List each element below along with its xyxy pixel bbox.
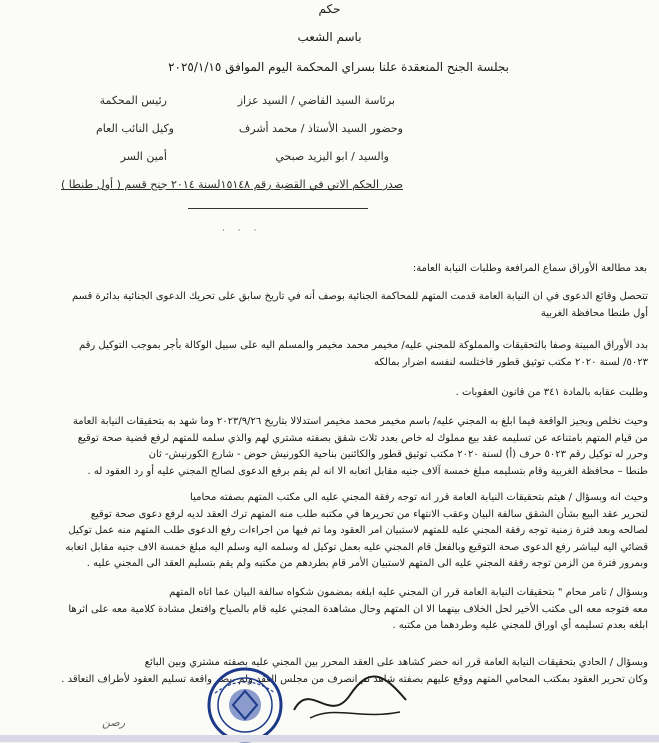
- session-line: بجلسة الجنح المنعقدة علنا بسراي المحكمة اليوم الموافق ٢٠٢٥/١/١٥: [168, 60, 509, 74]
- document-heading: حكم: [318, 2, 341, 16]
- paragraph-witness-2: [8, 585, 648, 635]
- paragraph-line: وحيث نخلص وبجيز الواقعة فيما ابلغ به المجني عليه/ باسم مخيمر محمد مخيمر استدلالا بتاريخ ٢٠٢٣/٩/٢٦ وما شهد به بتحقيقات النيابة العامة: [72, 416, 648, 427]
- paragraph-line: وحرر له توكيل رقم ٥٠٢٣ حرف (أ) لسنة ٢٠٢٠ مكتب توثيق قطور والكائنين بناحية الكورنيش حوض - شارع الكورنيش- ثان: [148, 449, 648, 460]
- paragraph-line: بدد الأوراق المبينة وصفا بالتحقيقات والمملوكة للمجني عليه/ مخيمر محمد مخيمر والمسلم اليه على سبيل الوكالة بأجر بموجب التوكيل رقم: [78, 340, 648, 351]
- page-bottom-edge: [0, 735, 659, 742]
- paragraph-line: لتحرير عقد البيع بشأن الشقق سالفة البيان وعقب الانتهاء من تحريرها في مكتبه طلب منه المتهم ترك العقد لديه لرفع دعوى صحة توقيع: [90, 508, 648, 520]
- paragraph-line: وطلبت عقابه بالمادة ٣٤١ من قانون العقوبات .: [455, 387, 648, 398]
- signature-icon: [290, 670, 410, 730]
- prosecutor-line: وحضور السيد الأستاذ / محمد أشرف: [238, 122, 403, 135]
- secretary-line: والسيد / ابو اليزيد صبحي: [275, 150, 389, 163]
- paragraph-line: وحيث انه وبسؤال / هيثم بتحقيقات النيابة العامة قرر انه توجه رفقة المجني عليه الى مكتب المتهم بصفته محاميا: [190, 492, 648, 503]
- case-line: صدر الحكم الاتي في القضية رقم ١٥١٤٨لسنة ٢٠١٤ جنح قسم ( أول طنطا ): [61, 178, 403, 191]
- paragraph-line: وكان تحرير العقود بمكتب المحامي المتهم ووقع عليهم بصفته شاهد ثم انصرف من مجلس العقد ولم يبصر واقعة تسليم العقود لأطراف التعاقد .: [61, 673, 648, 685]
- faint-marks: · · ·: [222, 226, 262, 236]
- paragraph-line: ٥٠٢٣/ لسنة ٢٠٢٠ مكتب توثيق قطور فاختلسه لنفسه اضرار بمالكه: [373, 356, 648, 368]
- paragraph-line: وبسؤال / الحادي بتحقيقات النيابة العامة قرر انه حضر كشاهد على العقد المحرر بين المجني عليه بصفته مشتري وبين البائع: [144, 657, 648, 668]
- paragraph-line: أول طنطا محافظة الغربية: [540, 307, 648, 319]
- paragraph-witness-1: [8, 490, 648, 573]
- judge-line: برئاسة السيد القاضي / السيد عزاز: [237, 94, 395, 107]
- judge-title: رئيس المحكمة: [99, 94, 167, 107]
- paragraph-complaint: [8, 414, 648, 480]
- paragraph-line: من قيام المتهم بامتناعه عن تسليمه عقد بيع مملوك له خاص بعدد ثلاث شقق بصفته مشتري لهم والذي سلمه للمتهم لرفع قضية صحة توقيع: [77, 432, 648, 444]
- separator-line: [188, 208, 368, 209]
- paragraph-line: معه فتوجه معه الى مكتب الأخير لحل الخلاف بينهما الا ان المتهم وحال مشاهدة المجني عليه قام بالصياح وافتعل مشادة كلامية معه على اثرها: [68, 603, 648, 615]
- secretary-title: أمين السر: [120, 150, 167, 163]
- intro-line: بعد مطالعة الأوراق سماع المرافعة وطلبات النيابة العامة:: [412, 263, 647, 274]
- prosecutor-title: وكيل النائب العام: [95, 122, 174, 135]
- paragraph-charge: [8, 338, 648, 371]
- in-the-name-of-people: باسم الشعب: [297, 30, 362, 44]
- paragraph-line: قضائي اليه ليباشر رفع الدعوى صحة التوقيع وبالفعل قام المجني عليه بعمل توكيل له وسلمه اليه وسلم اليه مبلغ خمسة الاف جنيه مقابل اتعابه: [65, 541, 648, 553]
- paragraph-line: وبمرور فترة من الزمن توجه رفقة المجني عليه الى المتهم لاستبيان الأمر قام بطردهم من مكتبه ولم يقم بتسليم العقد الى المجني عليه .: [86, 558, 648, 569]
- paragraph-penalty: [8, 385, 648, 402]
- paragraph-line: طنطا – محافظة الغربية وقام بتسليمه مبلغ خمسة آلاف جنيه مقابل اتعابه الا انه لم يقم برفع الدعوى لصالح المجني عليه أو رد العقود له .: [87, 465, 648, 477]
- paragraph-facts: [8, 289, 648, 322]
- paragraph-line: ابلغه بعدم تسليمه أي اوراق للمجني عليه وطردهما من مكتبه .: [392, 620, 648, 631]
- paragraph-line: وبسؤال / تامر محام " بتحقيقات النيابة العامة قرر ان المجني عليه ابلغه بمضمون شكواه سالفة البيان عما اتاه المتهم: [169, 587, 648, 598]
- official-seal-icon: [205, 665, 285, 743]
- paragraph-line: تتحصل وقائع الدعوى في ان النيابة العامة قدمت المتهم للمحاكمة الجنائية بوصف أنه في تاريخ سابق على تحريك الدعوى الجنائية بدائرة قسم: [71, 291, 648, 302]
- handwritten-note: رصن: [102, 716, 126, 729]
- paragraph-line: لصالحه وبعد فترة زمنية توجه رفقة المجني عليه للمتهم لاستبيان امر العقود وما تم فيها من اجراءات رفع الدعوى طلب المتهم منه عمل توكيل: [68, 525, 648, 536]
